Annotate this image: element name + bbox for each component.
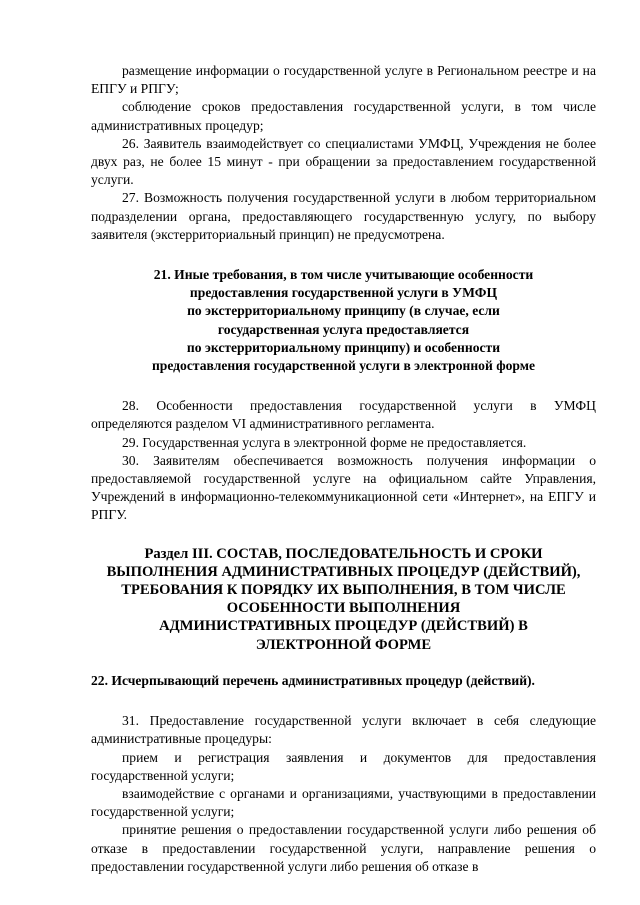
heading-line: ВЫПОЛНЕНИЯ АДМИНИСТРАТИВНЫХ ПРОЦЕДУР (ДЕЙСТВИЙ), [106, 563, 581, 580]
heading-line: Раздел III. СОСТАВ, ПОСЛЕДОВАТЕЛЬНОСТЬ И СРОКИ [144, 545, 543, 562]
list-item-interaction: взаимодействие с органами и организациями, участвующими в предоставлении государственной услуги; [91, 785, 596, 820]
paragraph-29: 29. Государственная услуга в электронной форме не предоставляется. [122, 434, 527, 450]
heading-line: ОСОБЕННОСТИ ВЫПОЛНЕНИЯ [226, 600, 461, 617]
section-3-heading [91, 545, 596, 654]
list-item-reception: прием и регистрация заявления и документов для предоставления государственной услуги; [91, 749, 596, 783]
heading-line: государственная услуга предоставляется [217, 321, 470, 337]
paragraph-31: 31. Предоставление государственной услуги включает в себя следующие административные процедуры: [91, 713, 596, 747]
document-body [91, 62, 596, 876]
heading-line: 21. Иные требования, в том числе учитывающие особенности [153, 267, 534, 283]
heading-line: ТРЕБОВАНИЯ К ПОРЯДКУ ИХ ВЫПОЛНЕНИЯ, В ТОМ ЧИСЛЕ [121, 582, 566, 599]
heading-line: АДМИНИСТРАТИВНЫХ ПРОЦЕДУР (ДЕЙСТВИЙ) В [159, 618, 528, 635]
heading-line: предоставления государственной услуги в электронной форме [151, 358, 536, 374]
paragraph-26: 26. Заявитель взаимодействует со специалистами УМФЦ, Учреждения не более двух раз, не более 15 минут - при обращении за предоставлением государственной услуги. [91, 135, 596, 188]
paragraph-deadlines: соблюдение сроков предоставления государственной услуги, в том числе административных процедур; [91, 99, 596, 133]
paragraph-registry-info: размещение информации о государственной услуге в Региональном реестре и на ЕПГУ и РПГУ; [91, 63, 596, 97]
paragraph-27: 27. Возможность получения государственной услуги в любом территориальном подразделении органа, предоставляющего государственную услугу, по выбору заявителя (экстерриториальный принцип) не предусмотрена. [91, 190, 596, 242]
paragraph-30: 30. Заявителям обеспечивается возможность получения информации о предоставляемой государственной услуге на официальном сайте Управления, Учреждений в информационно-телекоммуникационной сети «Интернет», на ЕПГУ и РПГУ. [91, 452, 596, 523]
heading-line: ЭЛЕКТРОННОЙ ФОРМЕ [255, 636, 432, 653]
section-22-heading: 22. Исчерпывающий перечень административных процедур (действий). [91, 672, 535, 688]
paragraph-28: 28. Особенности предоставления государственной услуги в УМФЦ определяются разделом VI административного регламента. [91, 398, 596, 432]
heading-line: по экстерриториальному принципу (в случае, если [187, 303, 500, 319]
heading-line: предоставления государственной услуги в УМФЦ [189, 285, 498, 301]
heading-line: по экстерриториальному принципу) и особенности [186, 339, 501, 355]
list-item-decision: принятие решения о предоставлении государственной услуги либо решения об отказе в предоставлении государственной услуги, направление решения о предоставлении государственной услуги либо решения об отказе в [91, 822, 596, 874]
section-21-heading [91, 266, 596, 375]
